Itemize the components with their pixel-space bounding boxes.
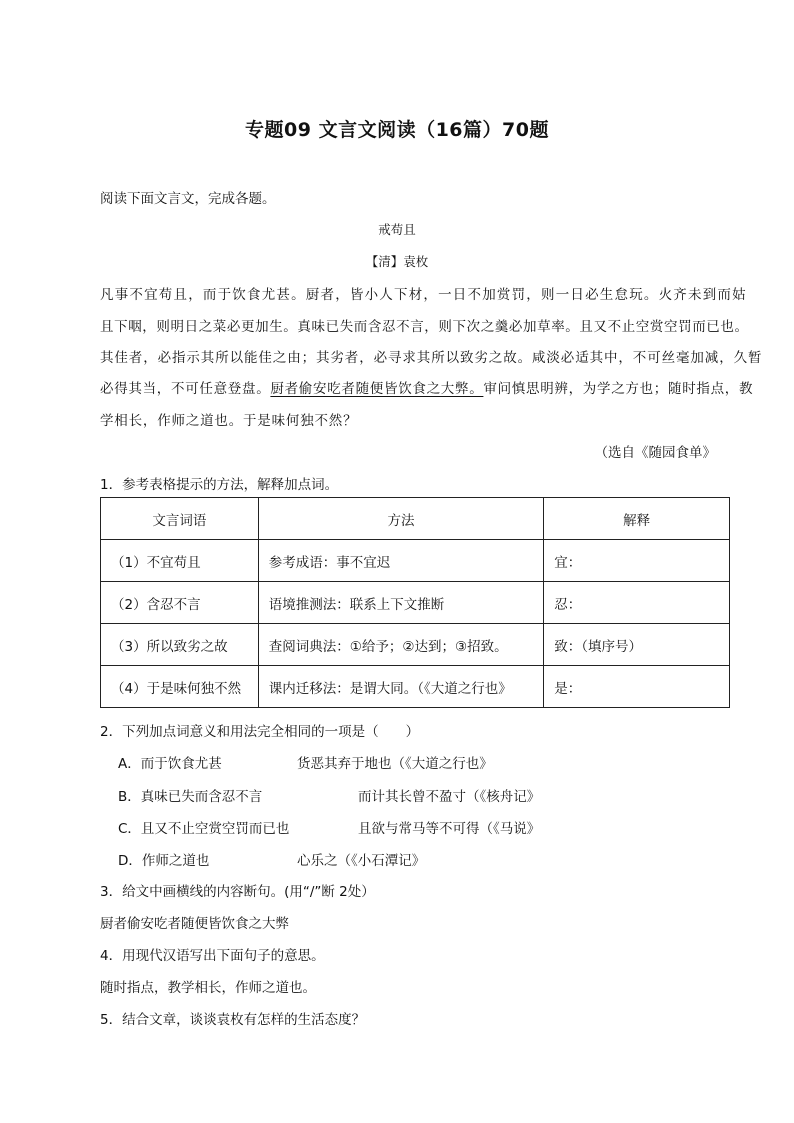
table-cell: 忍： [544,582,730,624]
reading-instruction: 阅读下面文言文，完成各题。 [100,191,276,207]
option-b-compare: 而计其长曾不盈寸（《核舟记》 [358,789,541,805]
question-4-text: 随时指点，教学相长，作师之道也。 [100,980,316,996]
question-4-prompt: 4．用现代汉语写出下面句子的意思。 [100,948,325,964]
table-cell: 语境推测法：联系上下文推断 [258,582,544,624]
table-header-cell: 文言词语 [101,498,259,540]
table-row [101,582,730,624]
question-1-prompt: 1．参考表格提示的方法，解释加点词。 [100,477,339,493]
option-c: C．且又不止空赏空罚而已也 [118,821,290,837]
table-cell: 查阅词典法：①给予；②达到；③招致。 [258,624,544,666]
table-header-row [101,498,730,540]
table-header-cell: 方法 [258,498,544,540]
option-c-compare: 且欲与常马等不可得（《马说》 [358,821,541,837]
passage-line-1: 凡事不宜苟且，而于饮食尤甚。厨者，皆小人下材，一日不加赏罚，则一日必生怠玩。火齐未到而姑 [100,287,747,303]
page-title: 专题09 文言文阅读（16篇）70题 [245,119,549,141]
question-3-text: 厨者偷安吃者随便皆饮食之大弊 [100,916,289,932]
table-cell: 宜： [544,540,730,582]
table-row [101,666,730,708]
table-row [101,540,730,582]
table-header-cell: 解释 [544,498,730,540]
option-a: A．而于饮食尤甚 [118,756,222,772]
vocab-table [100,497,730,708]
question-3-prompt: 3．给文中画横线的内容断句。(用“/”断 2处） [100,884,375,900]
table-cell: （3）所以致劣之故 [101,624,259,666]
table-cell: （1）不宜苟且 [101,540,259,582]
option-b: B．真味已失而含忍不言 [118,789,263,805]
question-5-prompt: 5．结合文章，谈谈袁枚有怎样的生活态度？ [100,1012,366,1028]
table-cell: （2）含忍不言 [101,582,259,624]
passage-line-2: 且下咽，则明日之菜必更加生。真味已失而含忍不言，则下次之羹必加草率。且又不止空赏空罚而已也。 [100,319,749,335]
underlined-sentence: 厨者偷安吃者随便皆饮食之大弊。 [270,381,484,397]
table-cell: （4）于是味何独不然 [101,666,259,708]
passage-author: 【清】袁枚 [365,254,429,269]
option-a-compare: 货恶其弃于地也（《大道之行也》 [297,756,493,772]
table-cell: 致：（填序号） [544,624,730,666]
passage-line-4: 必得其当，不可任意登盘。 厨者偷安吃者随便皆饮食之大弊。 审问慎思明辨，为学之方也；随时指点，教 [100,377,730,397]
passage-title: 戒苟且 [378,222,416,237]
question-2-prompt: 2．下列加点词意义和用法完全相同的一项是（ ） [100,724,420,740]
table-row [101,624,730,666]
table-cell: 是： [544,666,730,708]
passage-source: （选自《随园食单》 [594,445,716,461]
option-d: D．作师之道也 [118,853,210,869]
passage-line-3: 其佳者，必指示其所以能佳之由；其劣者，必寻求其所以致劣之故。咸淡必适其中，不可丝毫加减，久暂 [100,350,763,366]
option-d-compare: 心乐之（《小石潭记》 [297,853,426,869]
table-cell: 参考成语：事不宜迟 [258,540,544,582]
table-cell: 课内迁移法：是谓大同。（《大道之行也》 [258,666,544,708]
passage-line-5: 学相长，作师之道也。于是味何独不然？ [100,413,358,429]
